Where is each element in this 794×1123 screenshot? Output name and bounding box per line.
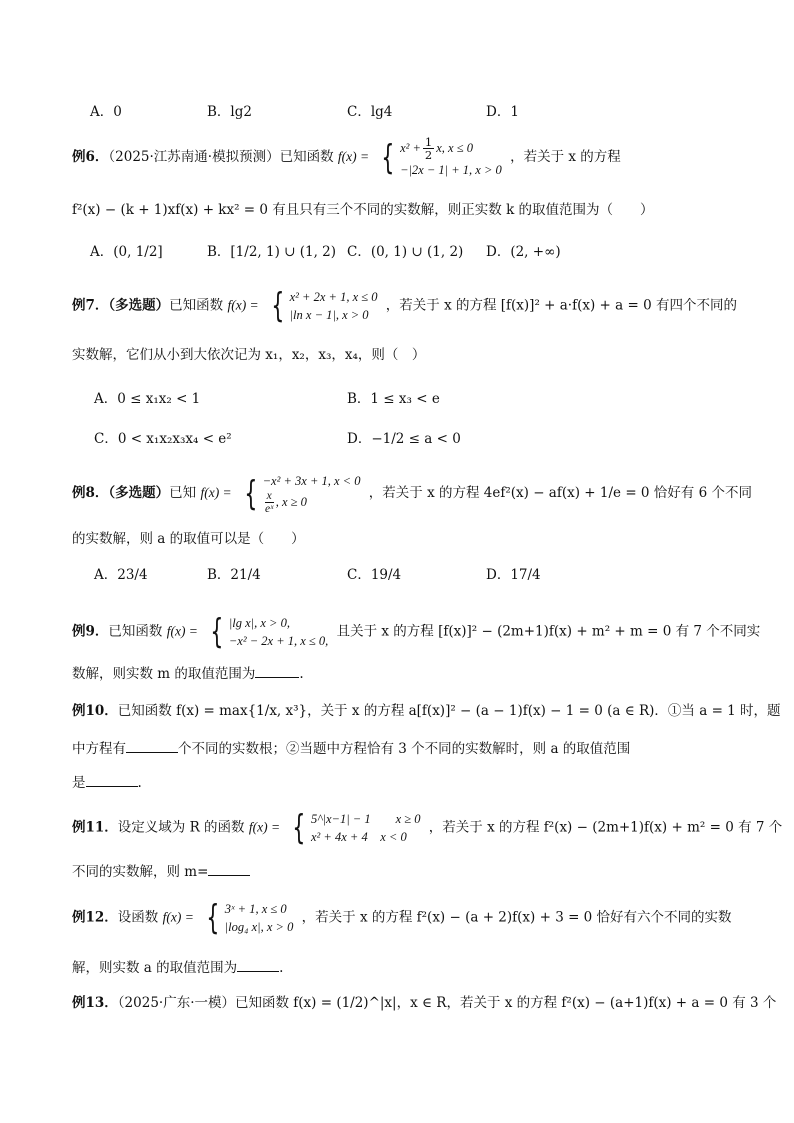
example-11-label: 例11． bbox=[72, 819, 118, 836]
left-brace-icon: { bbox=[271, 286, 285, 326]
left-brace-icon: { bbox=[292, 808, 306, 848]
left-brace-icon: { bbox=[206, 898, 220, 938]
example-7-case-2: |ln x − 1|, x > 0 bbox=[289, 308, 369, 322]
left-brace-icon: { bbox=[210, 612, 224, 652]
example-6-case-2: −|2x − 1| + 1, x > 0 bbox=[400, 163, 502, 177]
prev-option-b: B．lg2 bbox=[207, 104, 252, 120]
left-brace-icon: { bbox=[381, 137, 395, 178]
example-8-option-c: C．19/4 bbox=[347, 567, 402, 583]
example-9-case-1: |lg x|, x > 0, bbox=[228, 616, 290, 630]
example-12-stem: 例12．设函数 f(x) = { 3ˣ + 1, x ≤ 0 |log₄ x|, x > 0 ，若关于 x 的方程 f²(x) − (a + 2)f(x) + 3 = 0 恰好有六个不同的实数 bbox=[72, 898, 732, 938]
example-11-piecewise bbox=[288, 810, 420, 846]
example-6-stem: 例6．（2025·江苏南通·模拟预测）已知函数 f(x) = { x² + $\frac{1}{2}$ x, x ≤ 0 −|2x − 1| + 1, x > 0 ，若关于 x 的方程 bbox=[72, 135, 621, 178]
answer-blank[interactable] bbox=[237, 957, 279, 972]
example-9-piecewise bbox=[206, 614, 328, 650]
example-7-option-a: A．0 ≤ x₁x₂ < 1 bbox=[94, 391, 201, 407]
example-8-stem: 例8．（多选题）已知 f(x) = { −x² + 3x + 1, x < 0 $\frac{x}{\text{eˣ}}$ , x ≥ 0 ，若关于 x 的方程 4ef²(x) − af(x) + 1/e = 0 恰好有 6 个不同 bbox=[72, 473, 752, 515]
example-10-line-3: 是 . bbox=[72, 772, 142, 793]
example-6-equation-line: f²(x) − (k + 1)xf(x) + kx² = 0 有且只有三个不同的实数解，则正实数 k 的取值范围为（ ） bbox=[72, 202, 654, 218]
example-9-stem: 例9．已知函数 f(x) = { |lg x|, x > 0, −x² − 2x + 1, x ≤ 0, 且关于 x 的方程 [f(x)]² − (2m+1)f(x) + m² + m = 0 有 7 个不同实 bbox=[72, 612, 761, 652]
answer-blank[interactable] bbox=[208, 861, 250, 876]
answer-blank[interactable] bbox=[126, 738, 178, 753]
example-6-option-b: B．[1/2, 1) ∪ (1, 2) bbox=[207, 244, 337, 260]
example-11-case-2: x² + 4x + 4 x < 0 bbox=[311, 830, 407, 844]
example-7-option-c: C．0 < x₁x₂x₃x₄ < e² bbox=[94, 431, 232, 447]
example-12-case-1: 3ˣ + 1, x ≤ 0 bbox=[224, 902, 287, 916]
example-12-label: 例12． bbox=[72, 909, 118, 926]
prev-option-a: A．0 bbox=[90, 104, 122, 120]
prev-option-c: C．lg4 bbox=[347, 104, 393, 120]
example-6-label: 例6． bbox=[72, 149, 109, 165]
example-10-line-1: 例10．已知函数 f(x) = max{1/x, x³}，关于 x 的方程 a[f(x)]² − (a − 1)f(x) − 1 = 0 (a ∈ R)．①当 a = 1 时，题 bbox=[72, 703, 781, 719]
example-10-label: 例10． bbox=[72, 703, 118, 719]
example-11-stem: 例11．设定义域为 R 的函数 f(x) = { 5^|x−1| − 1 x ≥ 0 x² + 4x + 4 x < 0 ，若关于 x 的方程 f²(x) − (2m+1)f(x) + m² = 0 有 7 个 bbox=[72, 808, 783, 848]
example-7-piecewise bbox=[267, 288, 378, 324]
prev-option-d: D．1 bbox=[486, 104, 519, 120]
example-8-option-b: B．21/4 bbox=[207, 567, 261, 583]
example-8-option-a: A．23/4 bbox=[94, 567, 148, 583]
example-7-line-2: 实数解，它们从小到大依次记为 x₁，x₂，x₃，x₄，则（ ） bbox=[72, 347, 426, 363]
example-7-stem: 例7．（多选题）已知函数 f(x) = { x² + 2x + 1, x ≤ 0 |ln x − 1|, x > 0 ，若关于 x 的方程 [f(x)]² + a·f(x) + a = 0 有四个不同的 bbox=[72, 286, 737, 326]
example-7-option-d: D．−1/2 ≤ a < 0 bbox=[347, 431, 461, 447]
example-9-label: 例9． bbox=[72, 623, 109, 640]
example-8-piecewise bbox=[240, 472, 361, 515]
example-8-label: 例8．（多选题） bbox=[72, 485, 170, 501]
example-7-case-1: x² + 2x + 1, x ≤ 0 bbox=[289, 290, 378, 304]
example-6-case-1: x² + $\frac{1}{2}$ x, x ≤ 0 bbox=[400, 135, 473, 162]
example-12-piecewise bbox=[202, 900, 293, 936]
example-6-function-name: f(x) = bbox=[337, 149, 370, 164]
example-7-label: 例7．（多选题） bbox=[72, 297, 170, 314]
example-6-option-d: D．(2, +∞) bbox=[486, 244, 561, 260]
example-11-line-2: 不同的实数解，则 m= bbox=[72, 861, 250, 882]
left-brace-icon: { bbox=[244, 473, 258, 514]
example-12-line-2: 解，则实数 a 的取值范围为 . bbox=[72, 957, 283, 978]
example-6-source: （2025·江苏南通·模拟预测） bbox=[108, 149, 280, 165]
example-13-label: 例13． bbox=[72, 995, 118, 1011]
example-9-case-2: −x² − 2x + 1, x ≤ 0, bbox=[228, 634, 329, 648]
example-8-line-2: 的实数解，则 a 的取值可以是（ ） bbox=[72, 531, 305, 547]
answer-blank[interactable] bbox=[255, 663, 299, 678]
example-8-case-1: −x² + 3x + 1, x < 0 bbox=[262, 474, 361, 488]
example-6-option-c: C．(0, 1) ∪ (1, 2) bbox=[347, 244, 464, 260]
example-7-option-b: B．1 ≤ x₃ < e bbox=[347, 391, 440, 407]
example-12-case-2: |log₄ x|, x > 0 bbox=[224, 920, 294, 934]
example-8-case-2: $\frac{x}{\text{eˣ}}$ , x ≥ 0 bbox=[264, 490, 307, 515]
example-6-piecewise bbox=[377, 136, 501, 179]
example-13-line-1: 例13．（2025·广东·一模）已知函数 f(x) = (1/2)^|x|，x ∈ R，若关于 x 的方程 f²(x) − (a+1)f(x) + a = 0 有 3 个 bbox=[72, 995, 777, 1011]
example-11-case-1: 5^|x−1| − 1 x ≥ 0 bbox=[311, 812, 421, 826]
example-10-line-2: 中方程有 个不同的实数根；②当题中方程恰有 3 个不同的实数解时，则 a 的取值范围 bbox=[72, 738, 630, 759]
example-8-option-d: D．17/4 bbox=[486, 567, 541, 583]
example-9-line-2: 数解，则实数 m 的取值范围为 . bbox=[72, 663, 304, 684]
example-6-option-a: A．(0, 1/2] bbox=[90, 244, 163, 260]
answer-blank[interactable] bbox=[86, 772, 138, 787]
